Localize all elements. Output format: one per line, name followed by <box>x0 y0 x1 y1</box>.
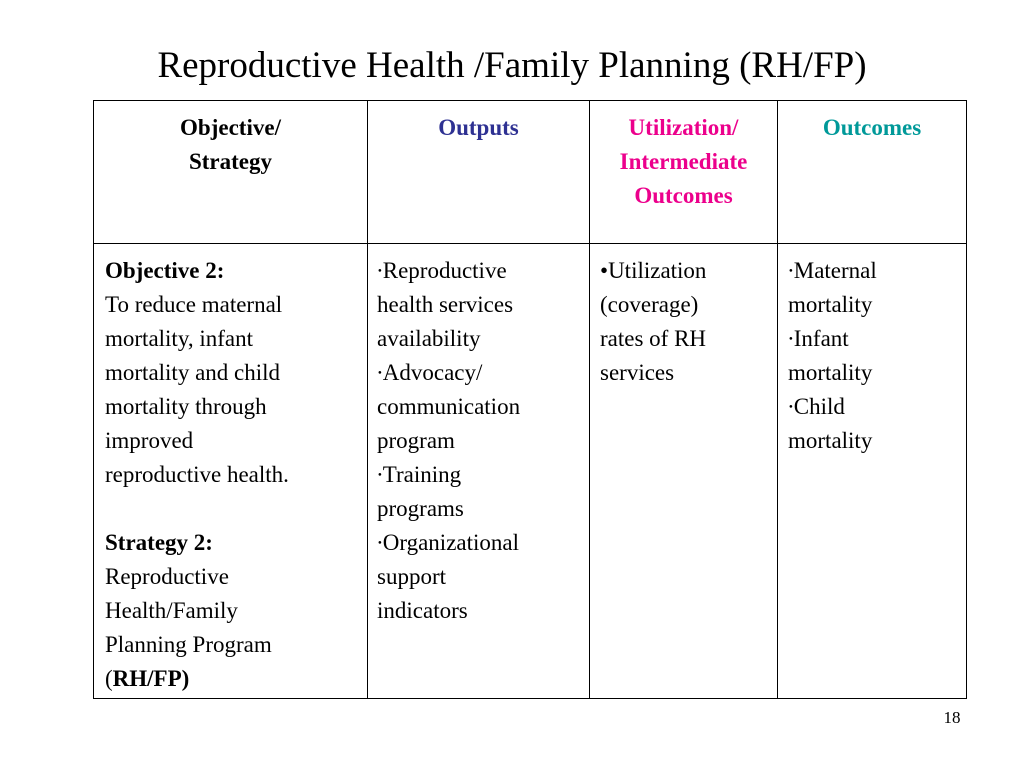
bullet-icon: ∙ <box>377 530 383 555</box>
output-text: communication <box>377 394 521 419</box>
header-line: Intermediate <box>619 149 748 174</box>
header-line: Objective/ <box>180 115 281 140</box>
list-item <box>377 526 585 628</box>
spacer <box>105 492 359 526</box>
objective-line: mortality and child <box>105 360 281 385</box>
strategy-heading: Strategy 2: <box>105 530 213 555</box>
output-text: Training <box>382 462 462 487</box>
list-item <box>788 322 962 390</box>
slide-title: Reproductive Health /Family Planning (RH/FP) <box>157 45 867 86</box>
framework-table <box>93 100 967 699</box>
output-text: program <box>377 428 455 453</box>
header-line: Utilization/ <box>628 115 739 140</box>
objective-line: mortality through <box>105 394 267 419</box>
bullet-icon: ∙ <box>788 394 794 419</box>
bullet-icon: ∙ <box>788 326 794 351</box>
page-number: 18 <box>943 708 961 727</box>
bullet-icon: ∙ <box>377 462 383 487</box>
bullet-icon: • <box>600 258 609 283</box>
outcome-text: Infant <box>793 326 849 351</box>
header-outcomes <box>778 101 967 244</box>
strategy-line-last <box>105 662 359 696</box>
cell-utilization <box>590 244 778 699</box>
strategy-paren: ( <box>105 666 113 691</box>
bullet-icon: ∙ <box>377 258 383 283</box>
bullet-icon: ∙ <box>788 258 794 283</box>
objective-line: reproductive health. <box>105 462 289 487</box>
outcome-text: mortality <box>788 292 873 317</box>
list-item <box>788 390 962 458</box>
utilization-text: rates of RH <box>600 326 707 351</box>
objective-line: improved <box>105 428 194 453</box>
header-utilization <box>590 101 778 244</box>
output-text: health services <box>377 292 514 317</box>
output-text: support <box>377 564 446 589</box>
list-item <box>377 254 585 356</box>
list-item <box>377 356 585 458</box>
header-line: Outputs <box>438 115 519 140</box>
bullet-icon: ∙ <box>377 360 383 385</box>
output-text: indicators <box>377 598 468 623</box>
header-line: Strategy <box>188 149 273 174</box>
header-outputs <box>368 101 590 244</box>
output-text: availability <box>377 326 481 351</box>
header-line: Outcomes <box>822 115 922 140</box>
outcome-text: mortality <box>788 428 873 453</box>
table-row <box>94 244 967 699</box>
cell-objective-strategy <box>94 244 368 699</box>
output-text: Reproductive <box>382 258 507 283</box>
list-item <box>788 254 962 322</box>
cell-outcomes <box>778 244 967 699</box>
list-item <box>377 458 585 526</box>
cell-outputs <box>368 244 590 699</box>
output-text: Advocacy/ <box>382 360 483 385</box>
header-line: Outcomes <box>634 183 733 208</box>
objective-line: mortality, infant <box>105 326 253 351</box>
objective-heading: Objective 2: <box>105 258 225 283</box>
objective-line: To reduce maternal <box>105 292 283 317</box>
output-text: Organizational <box>382 530 519 555</box>
utilization-text: services <box>600 360 675 385</box>
strategy-line: Reproductive <box>105 564 229 589</box>
output-text: programs <box>377 496 464 521</box>
outcome-text: mortality <box>788 360 873 385</box>
strategy-acronym: RH/FP) <box>112 666 190 691</box>
header-objective-strategy <box>94 101 368 244</box>
utilization-text: Utilization <box>608 258 707 283</box>
strategy-line: Planning Program <box>105 632 272 657</box>
outcome-text: Child <box>793 394 845 419</box>
strategy-line: Health/Family <box>105 598 238 623</box>
table-header-row <box>94 101 967 244</box>
outcome-text: Maternal <box>793 258 877 283</box>
utilization-text: (coverage) <box>600 292 699 317</box>
